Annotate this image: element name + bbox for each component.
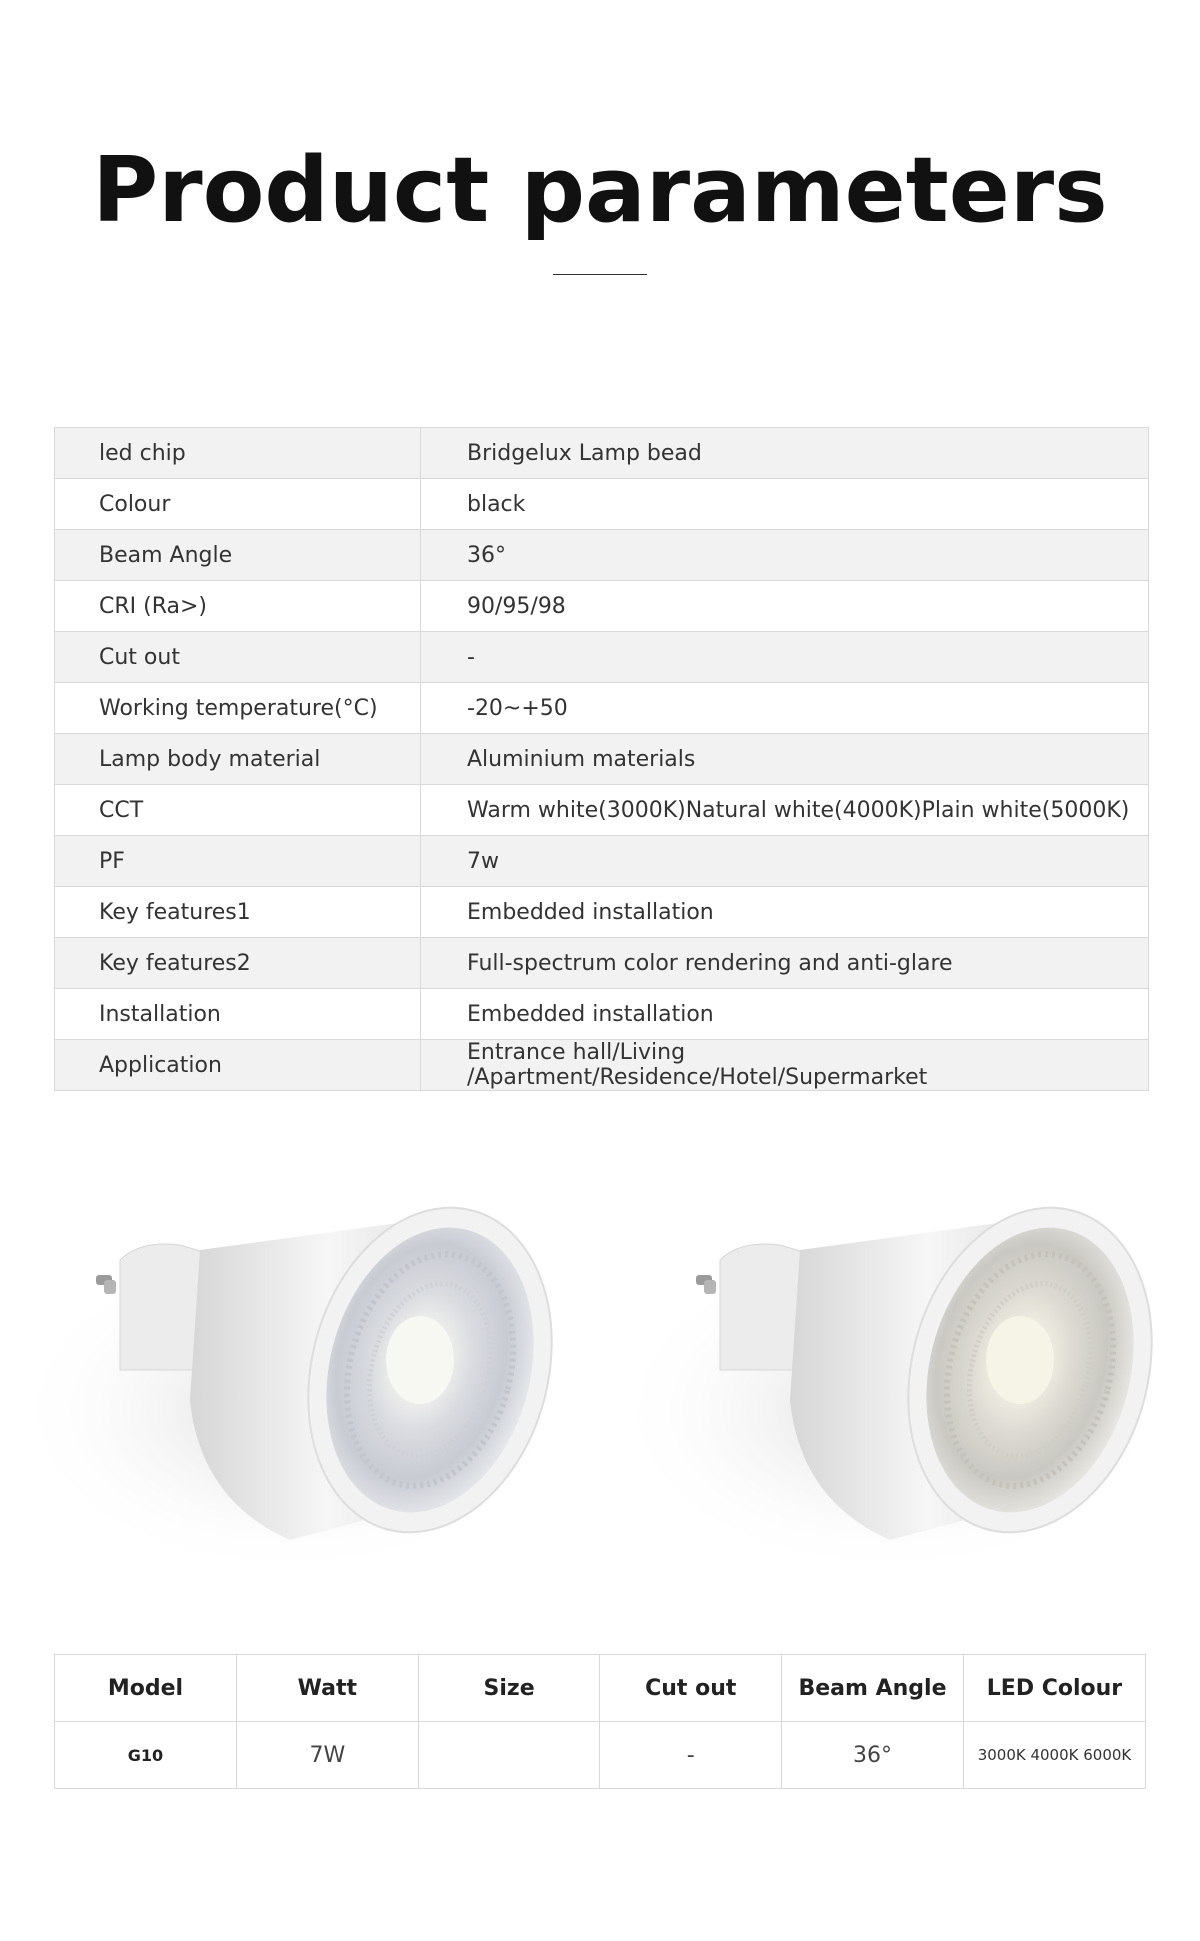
- header-size: Size: [418, 1655, 600, 1722]
- param-value: 90/95/98: [467, 593, 566, 619]
- param-key: Working temperature(°C): [55, 683, 421, 733]
- param-row: [55, 632, 1148, 683]
- model-table: [54, 1654, 1146, 1789]
- param-value: Entrance hall/Living /Apartment/Residence/Hotel/Supermarket: [467, 1040, 928, 1090]
- param-row: [55, 989, 1148, 1040]
- model-table-row: [55, 1722, 1146, 1789]
- title-divider: [553, 274, 647, 275]
- param-value: 36°: [467, 542, 506, 568]
- parameters-table: [54, 427, 1149, 1091]
- param-row: [55, 479, 1148, 530]
- param-key: Beam Angle: [55, 530, 421, 580]
- param-row: [55, 581, 1148, 632]
- param-value: Full-spectrum color rendering and anti-glare: [467, 950, 953, 976]
- param-value: -20~+50: [467, 695, 568, 721]
- param-row: [55, 734, 1148, 785]
- param-row: [55, 938, 1148, 989]
- param-row: [55, 785, 1148, 836]
- param-value: Embedded installation: [467, 899, 714, 925]
- param-value: Warm white(3000K)Natural white(4000K)Plain white(5000K): [467, 797, 1130, 823]
- header-led-colour: LED Colour: [963, 1655, 1145, 1722]
- cell-watt: 7W: [236, 1722, 418, 1789]
- param-key: Application: [55, 1040, 421, 1090]
- param-row: [55, 1040, 1148, 1091]
- cell-beam-angle: 36°: [782, 1722, 964, 1789]
- header-watt: Watt: [236, 1655, 418, 1722]
- param-key: led chip: [55, 428, 421, 478]
- param-key: CRI (Ra>): [55, 581, 421, 631]
- param-key: Colour: [55, 479, 421, 529]
- page-title: Product parameters: [92, 138, 1108, 243]
- param-key: Cut out: [55, 632, 421, 682]
- param-row: [55, 428, 1148, 479]
- param-value: 7w: [467, 848, 499, 874]
- param-value: black: [467, 491, 526, 517]
- header-cut-out: Cut out: [600, 1655, 782, 1722]
- param-value: Bridgelux Lamp bead: [467, 440, 702, 466]
- param-key: PF: [55, 836, 421, 886]
- param-key: Key features1: [55, 887, 421, 937]
- param-key: CCT: [55, 785, 421, 835]
- param-key: Key features2: [55, 938, 421, 988]
- param-value: Aluminium materials: [467, 746, 696, 772]
- cell-cut-out: -: [600, 1722, 782, 1789]
- gu10-bulb-image-right: [600, 1180, 1200, 1610]
- cell-model: G10: [55, 1722, 237, 1789]
- header-beam-angle: Beam Angle: [782, 1655, 964, 1722]
- param-row: [55, 530, 1148, 581]
- param-row: [55, 887, 1148, 938]
- param-value: Embedded installation: [467, 1001, 714, 1027]
- header-model: Model: [55, 1655, 237, 1722]
- param-row: [55, 836, 1148, 887]
- gu10-bulb-image-left: [0, 1180, 600, 1610]
- cell-size: [418, 1722, 600, 1789]
- param-key: Installation: [55, 989, 421, 1039]
- model-table-header: [55, 1655, 1146, 1722]
- param-key: Lamp body material: [55, 734, 421, 784]
- param-value: -: [467, 644, 475, 670]
- cell-led-colour: 3000K 4000K 6000K: [963, 1722, 1145, 1789]
- product-images: [0, 1180, 1200, 1610]
- param-row: [55, 683, 1148, 734]
